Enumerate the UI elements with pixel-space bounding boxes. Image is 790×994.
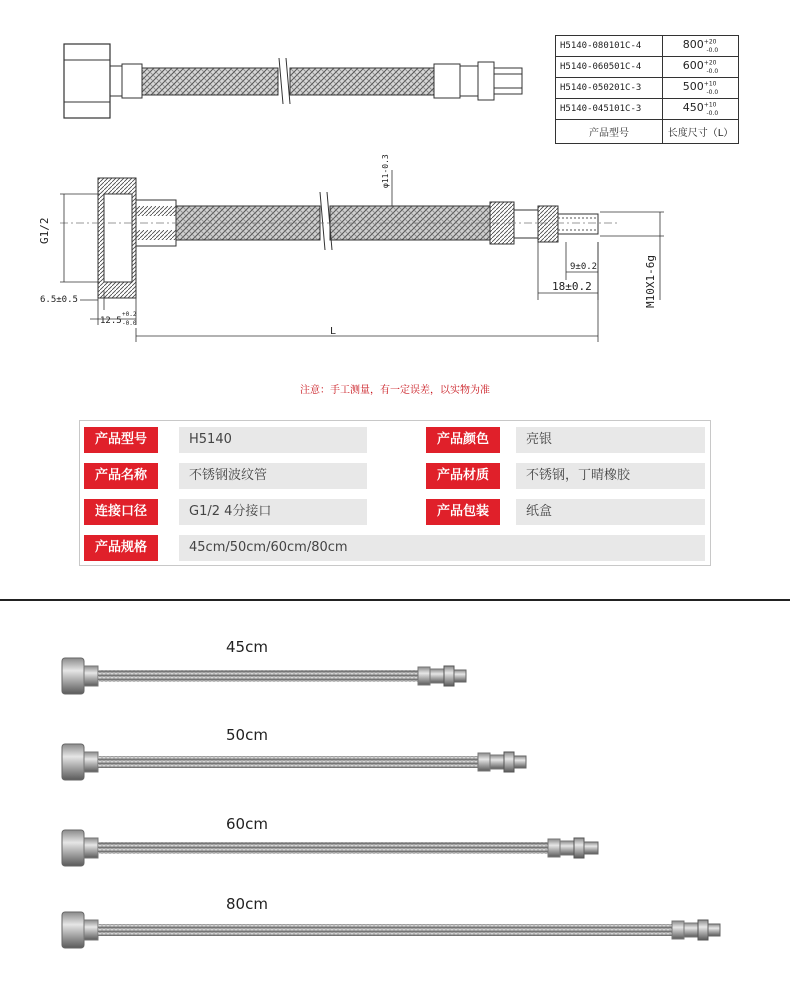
port-value: G1/2 4分接口 [179,499,367,525]
material-value: 不锈钢，丁晴橡胶 [516,463,705,489]
table-row [556,36,739,57]
hose-length-label: 60cm [226,815,268,833]
model-cell: H5140-050201C-3 [556,78,663,99]
hose-photos [0,640,790,960]
table-row [556,99,739,120]
model-header: 产品型号 [556,120,663,144]
name-value: 不锈钢波纹管 [179,463,367,489]
model-value: H5140 [179,427,367,453]
material-label: 产品材质 [426,463,500,489]
thread-length-label: 9±0.2 [570,262,598,272]
g12-dimension-label: G1/2 [38,217,51,244]
length-spec-table [555,35,739,144]
thread-spec-label: M10X1-6g [644,255,657,308]
table-row [556,78,739,99]
length-cell: $800^{+20}_{-0.0}$ [663,36,739,57]
nut-length-dimension-label: 12.5 [100,316,122,326]
nut-length-tol-plus: +0.2 [122,311,137,318]
fitting-length-label: 18±0.2 [552,280,592,293]
model-cell: H5140-060501C-4 [556,57,663,78]
package-value: 纸盒 [516,499,705,525]
section-divider [0,599,790,601]
port-label: 连接口径 [84,499,158,525]
length-cell: $600^{+20}_{-0.0}$ [663,57,739,78]
hose-50cm-photo [62,744,526,780]
package-label: 产品包装 [426,499,500,525]
model-cell: H5140-045101C-3 [556,99,663,120]
length-cell: $450^{+10}_{-0.0}$ [663,99,739,120]
name-label: 产品名称 [84,463,158,489]
hose-length-label: 50cm [226,726,268,744]
hose-length-label: 80cm [226,895,268,913]
nut-length-tol-minus: -0.0 [122,320,137,327]
hose-length-label: 45cm [226,638,268,656]
model-label: 产品型号 [84,427,158,453]
measurement-note: 注意：手工测量，有一定误差，以实物为准 [300,385,490,396]
hose-side-view-drawing [0,0,550,150]
length-header: 长度尺寸（L） [663,120,739,144]
hose-section-drawing [0,150,700,350]
total-length-label: L [330,326,337,337]
hose-45cm-photo [62,658,466,694]
color-value: 亮银 [516,427,705,453]
thread-depth-dimension-label: 6.5±0.5 [40,295,78,305]
product-attributes-panel [79,420,711,566]
model-cell: H5140-080101C-4 [556,36,663,57]
table-header-row [556,120,739,144]
spec-label: 产品规格 [84,535,158,561]
table-row [556,57,739,78]
length-cell: $500^{+10}_{-0.0}$ [663,78,739,99]
hose-diameter-label: φ11-0.3 [381,154,390,188]
hose-80cm-photo [62,912,720,948]
hose-60cm-photo [62,830,598,866]
color-label: 产品颜色 [426,427,500,453]
spec-value: 45cm/50cm/60cm/80cm [179,535,705,561]
